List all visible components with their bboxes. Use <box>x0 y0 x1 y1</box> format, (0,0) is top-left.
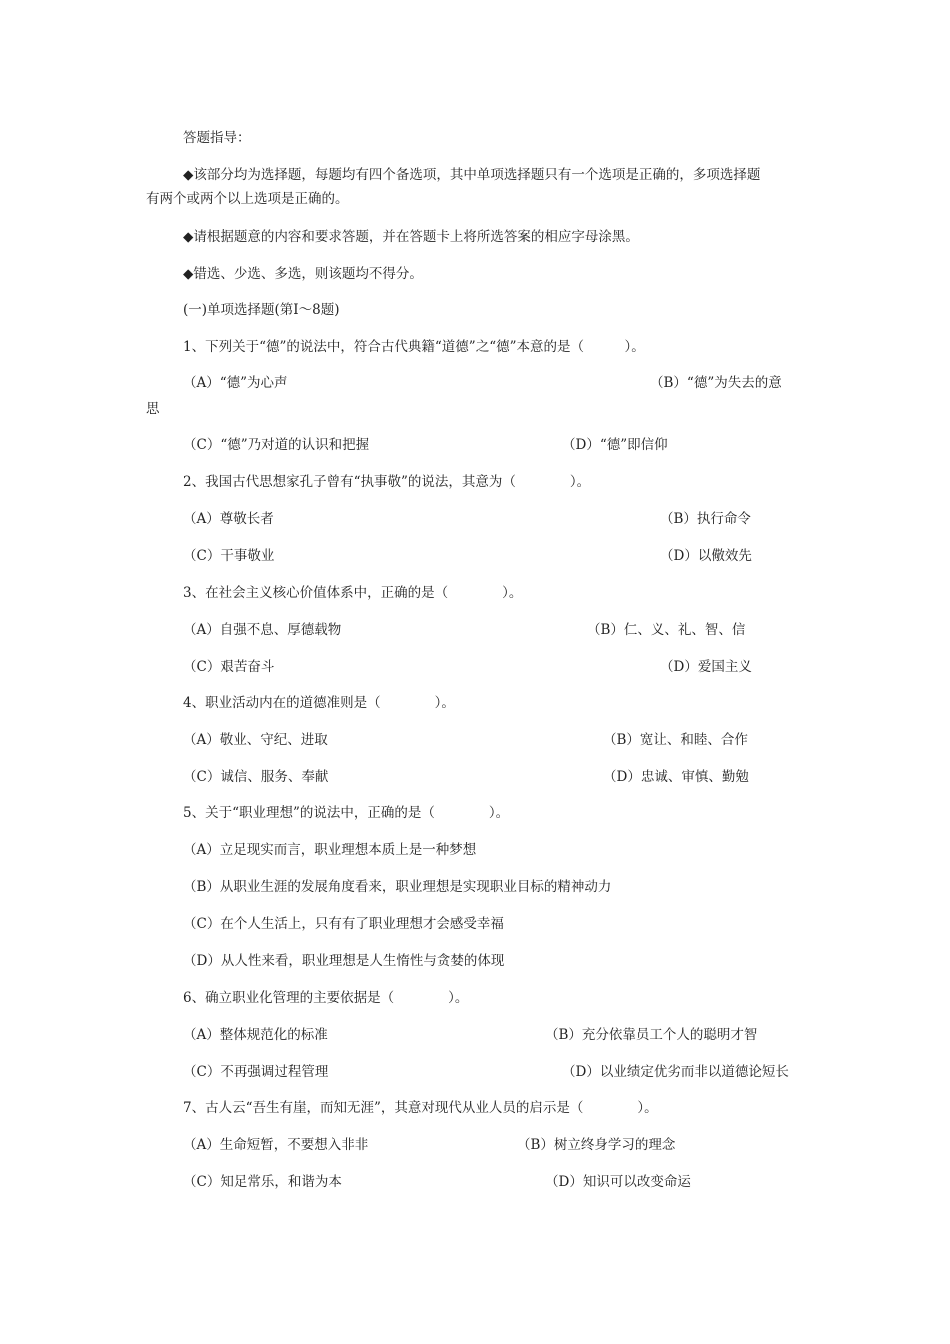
question-7-stem: 7、古人云“吾生有崖，而知无涯”，其意对现代从业人员的启示是（ ）。 <box>183 1100 658 1116</box>
question-5-option-b: （B）从职业生涯的发展角度看来，职业理想是实现职业目标的精神动力 <box>183 879 612 895</box>
question-5-option-c: （C）在个人生活上，只有有了职业理想才会感受幸福 <box>183 916 504 932</box>
question-6-stem: 6、确立职业化管理的主要依据是（ ）。 <box>183 990 469 1006</box>
section-title: (一)单项选择题(第Ⅰ～8题) <box>183 302 340 318</box>
guide-bullet-3: ◆错选、少选、多选，则该题均不得分。 <box>183 266 423 282</box>
question-2-option-d: （D）以儆效先 <box>660 548 752 564</box>
question-2-option-a: （A）尊敬长者 <box>183 511 274 527</box>
question-4-stem: 4、职业活动内在的道德准则是（ ）。 <box>183 695 455 711</box>
question-2-option-b: （B）执行命令 <box>660 511 751 527</box>
question-4-option-d: （D）忠诚、审慎、勤勉 <box>603 769 749 785</box>
question-3-option-c: （C）艰苦奋斗 <box>183 659 275 675</box>
question-1-option-b: （B）“德”为失去的意 <box>650 375 782 391</box>
question-6-option-c: （C）不再强调过程管理 <box>183 1064 329 1080</box>
question-1-stem: 1、下列关于“德”的说法中，符合古代典籍“道德”之“德”本意的是（ ）。 <box>183 339 645 355</box>
guide-title: 答题指导： <box>183 130 251 146</box>
question-3-option-b: （B）仁、义、礼、智、信 <box>587 622 746 638</box>
question-1-option-a: （A）“德”为心声 <box>183 375 288 391</box>
question-1-option-c: （C）“德”乃对道的认识和把握 <box>183 437 370 453</box>
question-1-option-d: （D）“德”即信仰 <box>562 437 668 453</box>
question-7-option-b: （B）树立终身学习的理念 <box>517 1137 676 1153</box>
question-7-option-d: （D）知识可以改变命运 <box>545 1174 691 1190</box>
question-5-option-d: （D）从人性来看，职业理想是人生惰性与贪婪的体现 <box>183 953 505 969</box>
guide-bullet-1-line-1: ◆该部分均为选择题，每题均有四个备选项，其中单项选择题只有一个选项是正确的，多项选择题 <box>183 167 761 183</box>
question-3-stem: 3、在社会主义核心价值体系中，正确的是（ ）。 <box>183 585 523 601</box>
question-4-option-b: （B）宽让、和睦、合作 <box>603 732 748 748</box>
question-7-option-a: （A）生命短暂，不要想入非非 <box>183 1137 369 1153</box>
question-5-stem: 5、关于“职业理想”的说法中，正确的是（ ）。 <box>183 805 510 821</box>
question-7-option-c: （C）知足常乐，和谐为本 <box>183 1174 342 1190</box>
question-6-option-a: （A）整体规范化的标准 <box>183 1027 328 1043</box>
question-3-option-d: （D）爱国主义 <box>660 659 752 675</box>
question-4-option-a: （A）敬业、守纪、进取 <box>183 732 328 748</box>
question-5-option-a: （A）立足现实而言，职业理想本质上是一种梦想 <box>183 842 477 858</box>
guide-bullet-1-line-2: 有两个或两个以上选项是正确的。 <box>146 191 349 207</box>
question-6-option-d: （D）以业绩定优劣而非以道德论短长 <box>562 1064 789 1080</box>
question-2-stem: 2、我国古代思想家孔子曾有“执事敬”的说法，其意为（ ）。 <box>183 474 591 490</box>
guide-bullet-2: ◆请根据题意的内容和要求答题，并在答题卡上将所选答案的相应字母涂黑。 <box>183 229 639 245</box>
question-1-option-b-wrap: 思 <box>146 401 160 417</box>
question-4-option-c: （C）诚信、服务、奉献 <box>183 769 329 785</box>
question-3-option-a: （A）自强不息、厚德载物 <box>183 622 342 638</box>
question-2-option-c: （C）干事敬业 <box>183 548 275 564</box>
question-6-option-b: （B）充分依靠员工个人的聪明才智 <box>545 1027 758 1043</box>
